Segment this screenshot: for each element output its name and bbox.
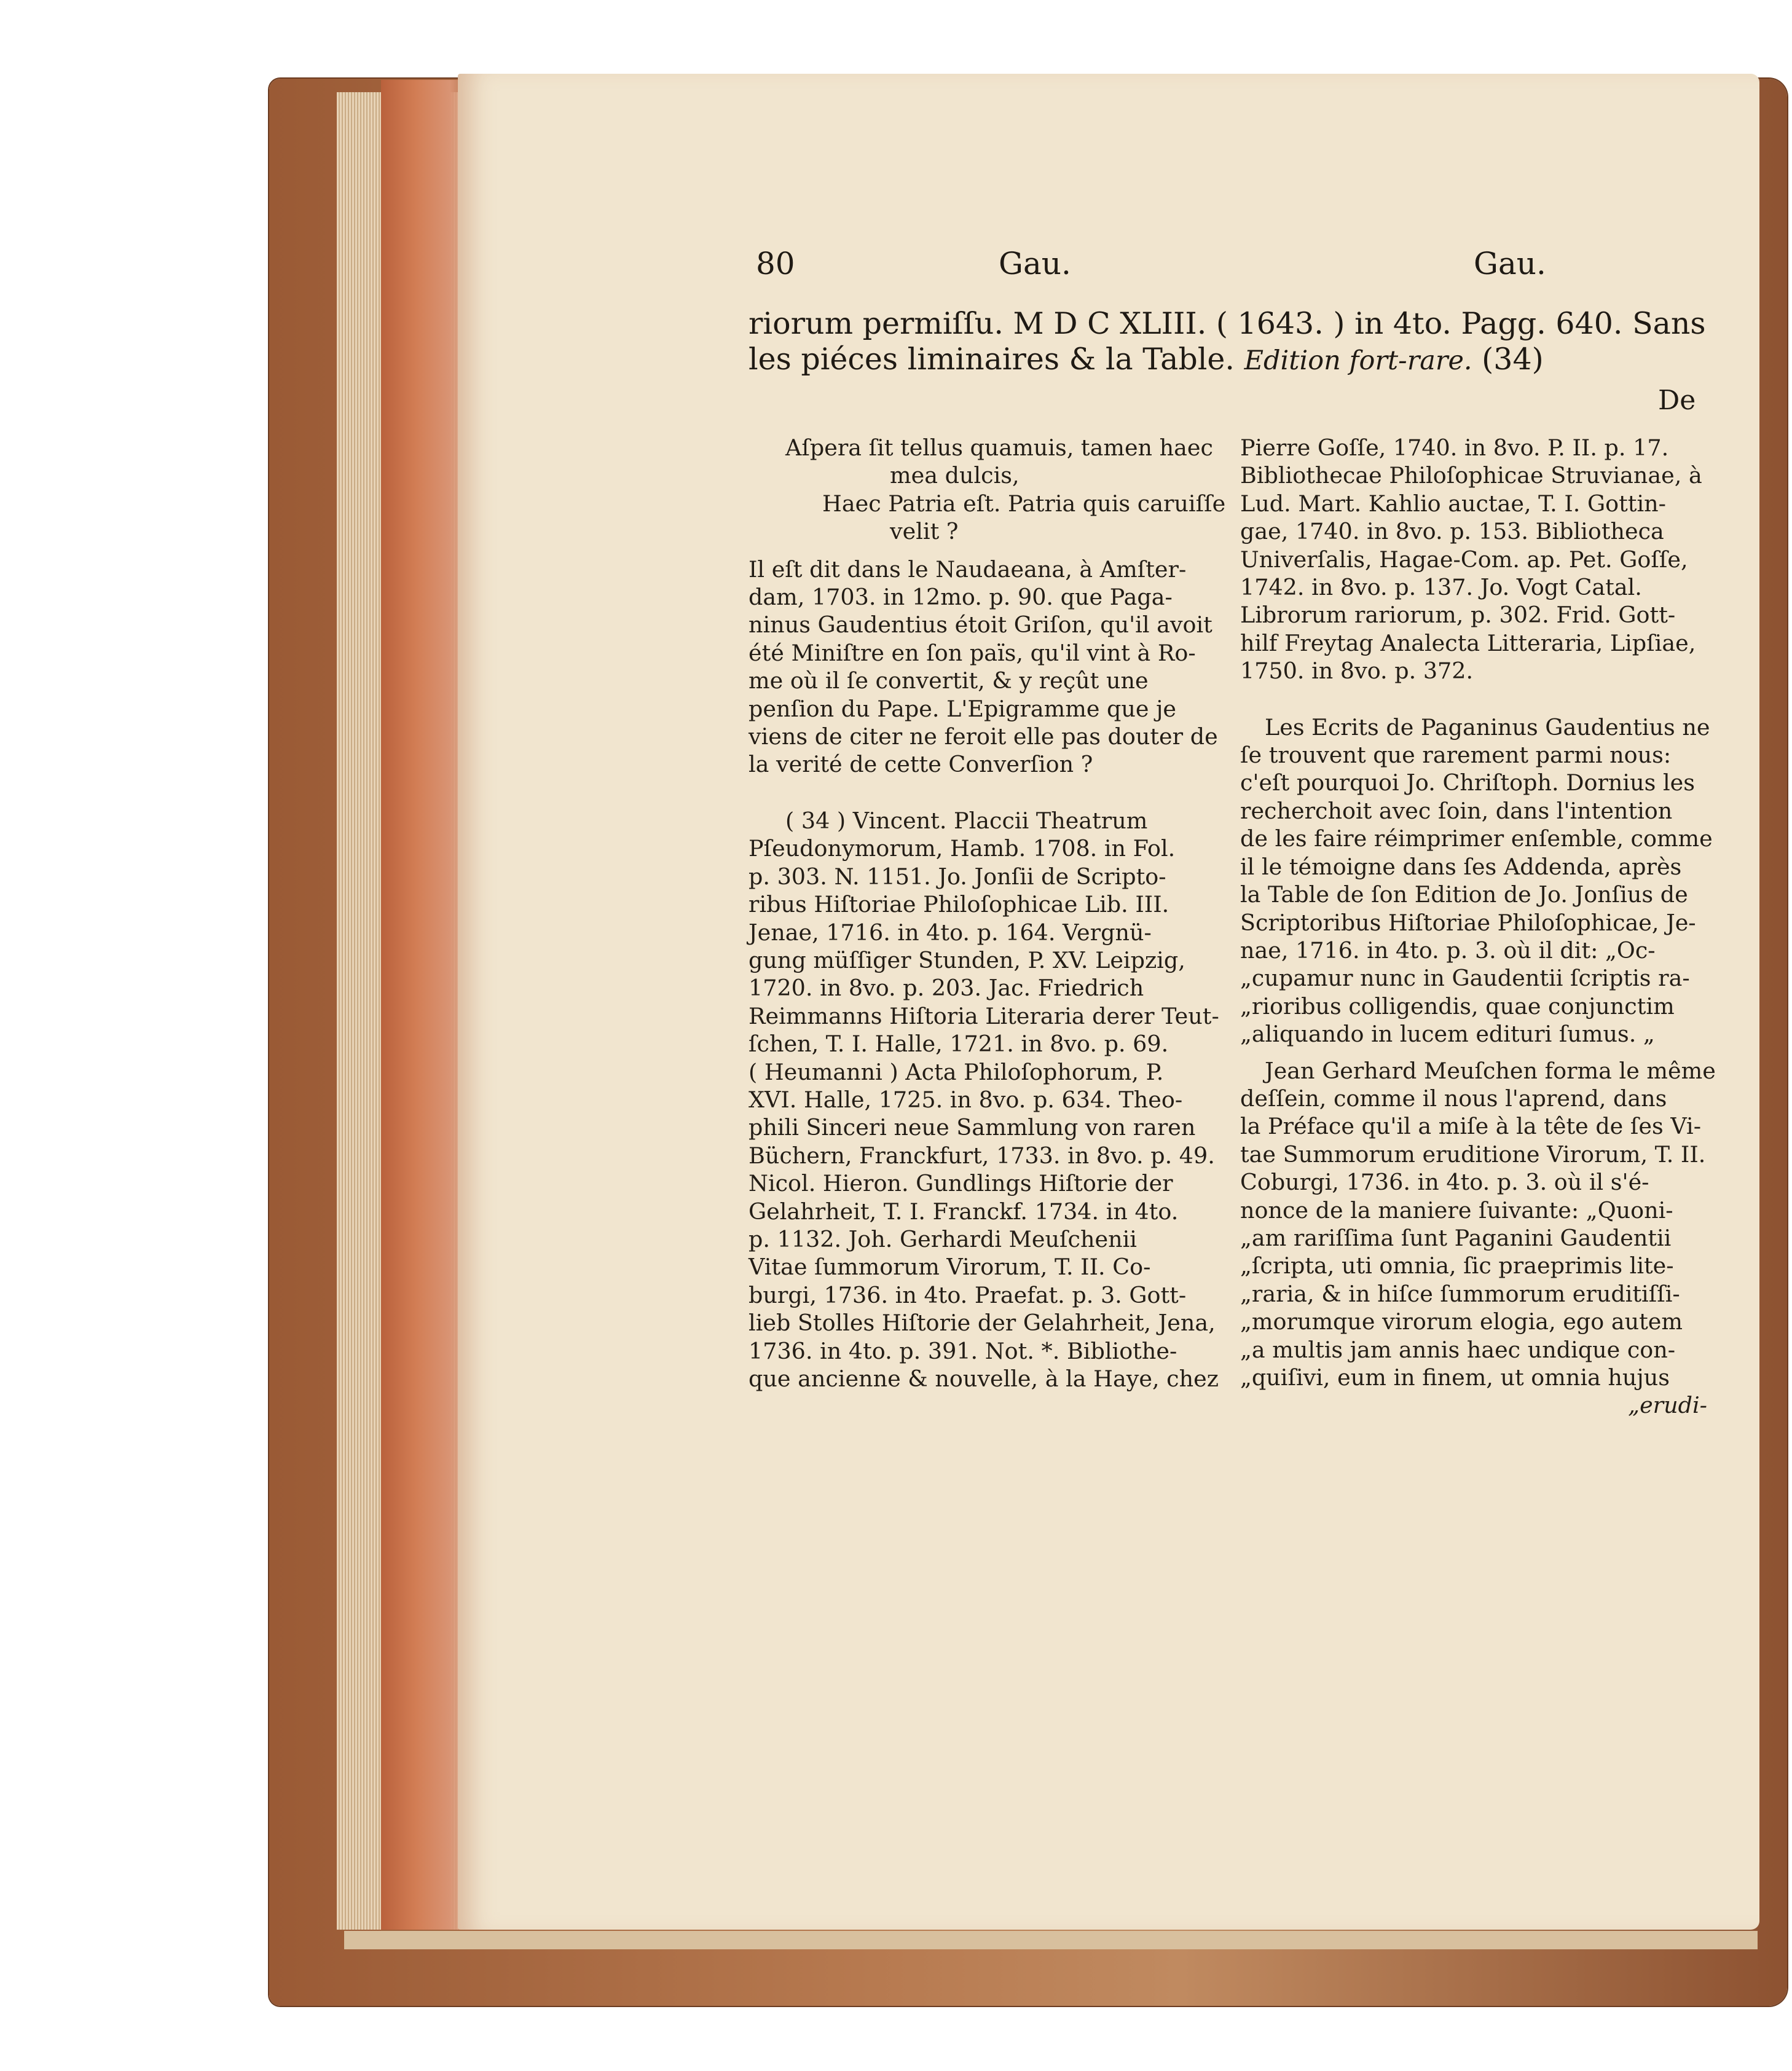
note-line: burgi, 1736. in 4to. Praefat. p. 3. Gott- [749,1281,1187,1308]
text-line: „quiſivi, eum in finem, ut omnia hujus [1240,1364,1670,1391]
verse-line: velit ? [890,518,959,545]
note-line: 1720. in 8vo. p. 203. Jac. Friedrich [749,975,1144,1002]
running-head-left: Gau. [999,246,1071,281]
verse-line: Aſpera ſit tellus quamuis, tamen haec [785,434,1213,461]
text-line: de les faire réimprimer enſemble, comme [1240,825,1713,852]
left-column [749,434,1226,1393]
paragraph-meuschen [1240,1057,1716,1392]
text-line: „raria, & in hiſce ſummorum eruditiſſi- [1240,1280,1680,1307]
continuation-line: riorum permiſſu. M D C XLIII. ( 1643. ) in 4to. Pagg. 640. Sans [749,306,1706,341]
text-line: „rioribus colligendis, quae conjunctim [1240,992,1675,1020]
note-line: ſchen, T. I. Halle, 1721. in 8vo. p. 69. [749,1031,1169,1058]
continuation-text [749,306,1713,379]
text-line: Il eſt dit dans le Naudaeana, à Amſter- [749,556,1187,583]
text-line: „am rariſſima ſunt Paganini Gaudentii [1240,1224,1672,1251]
text-line: penſion du Pape. L'Epigramme que je [749,695,1177,722]
note-line: Lud. Mart. Kahlio auctae, T. I. Gottin- [1240,490,1666,517]
note-line: Büchern, Franckfurt, 1733. in 8vo. p. 49. [749,1142,1215,1169]
paragraph-ecrits [1240,713,1713,1048]
note-line: XVI. Halle, 1725. in 8vo. p. 634. Theo- [749,1086,1183,1113]
text-line: nae, 1716. in 4to. p. 3. où il dit: „Oc- [1240,937,1656,964]
text-line: viens de citer ne feroit elle pas douter de [749,723,1218,750]
text-line: Coburgi, 1736. in 4to. p. 3. où il s'é- [1240,1169,1649,1196]
note-line: Pſeudonymorum, Hamb. 1708. in Fol. [749,835,1176,862]
note-line: lieb Stolles Hiſtorie der Gelahrheit, Jena, [749,1310,1216,1337]
text-line: „a multis jam annis haec undique con- [1240,1336,1676,1363]
text-line: tae Summorum eruditione Virorum, T. II. [1240,1141,1706,1168]
note-line: 1750. in 8vo. p. 372. [1240,658,1474,685]
note-line: hilf Freytag Analecta Litteraria, Lipſiae, [1240,629,1696,656]
note-line: Reimmanns Hiſtoria Literaria derer Teut- [749,1002,1219,1029]
continuation-plain: les piéces liminaires & la Table. [749,342,1235,377]
right-column [1240,434,1716,1420]
note-line: gae, 1740. in 8vo. p. 153. Bibliotheca [1240,518,1664,545]
continuation-italic: Edition fort-rare. [1244,345,1472,376]
text-line: dam, 1703. in 12mo. p. 90. que Paga- [749,584,1173,611]
text-line: ninus Gaudentius étoit Griſon, qu'il avoit [749,611,1212,639]
note-line: Jenae, 1716. in 4to. p. 164. Vergnü- [749,919,1152,946]
text-line: la verité de cette Converſion ? [749,751,1093,778]
text-line: Jean Gerhard Meuſchen forma le même [1265,1057,1716,1084]
text-line: c'eſt pourquoi Jo. Chriſtoph. Dornius les [1240,769,1695,796]
page-number: 80 [756,246,795,281]
footnote-34-continued [1240,434,1707,685]
continuation-line [749,342,1713,379]
note-line: 1742. in 8vo. p. 137. Jo. Vogt Catal. [1240,574,1642,601]
note-line: Librorum rariorum, p. 302. Frid. Gott- [1240,602,1676,629]
verse-line: Haec Patria eſt. Patria quis caruiſſe [822,490,1226,517]
epigram [749,434,1226,546]
text-line: la Table de ſon Edition de Jo. Jonſius de [1240,881,1688,908]
note-line: ( 34 ) Vincent. Placcii Theatrum [785,807,1148,834]
note-line: p. 303. N. 1151. Jo. Jonſii de Scripto- [749,863,1166,890]
footnote-marker: (34) [1482,342,1544,377]
text-line: été Miniſtre en ſon païs, qu'il vint à Ro- [749,639,1196,666]
footnote-34 [749,807,1219,1393]
note-line: ( Heumanni ) Acta Philoſophorum, P. [749,1058,1164,1085]
text-line: „aliquando in lucem edituri ſumus. „ [1240,1021,1655,1048]
text-line: „morumque virorum elogia, ego autem [1240,1308,1683,1335]
catchword: De [1658,385,1696,416]
note-line: Bibliothecae Philoſophicae Struvianae, à [1240,462,1702,489]
catchword: „erudi- [1628,1392,1707,1419]
text-line: „ſcripta, uti omnia, ſic praeprimis lite- [1240,1252,1674,1279]
note-line: 1736. in 4to. p. 391. Not. *. Bibliothe- [749,1337,1177,1364]
note-line: Nicol. Hieron. Gundlings Hiſtorie der [749,1170,1173,1197]
text-line: Les Ecrits de Paganinus Gaudentius ne [1265,713,1710,741]
text-line: nonce de la maniere ſuivante: „Quoni- [1240,1197,1673,1224]
text-line: recherchoit avec ſoin, dans l'intention [1240,797,1673,824]
note-line: ribus Hiſtoriae Philoſophicae Lib. III. [749,891,1169,918]
text-line: il le témoigne dans ſes Addenda, après [1240,853,1682,880]
note-line: Vitae ſummorum Virorum, T. II. Co- [749,1254,1151,1281]
running-head-right: Gau. [1474,246,1546,281]
text-line: ſe trouvent que rarement parmi nous: [1240,742,1672,769]
paragraph [749,556,1216,779]
text-line: la Préface qu'il a miſe à la tête de ſes Vi- [1240,1113,1702,1140]
note-line: Gelahrheit, T. I. Franckf. 1734. in 4to. [749,1198,1179,1225]
note-line: phili Sinceri neue Sammlung von raren [749,1114,1196,1141]
note-line: que ancienne & nouvelle, à la Haye, chez [749,1366,1219,1392]
verse-line: mea dulcis, [890,462,1020,489]
text-line: deſſein, comme il nous l'aprend, dans [1240,1085,1667,1112]
text-line: Scriptoribus Hiſtoriae Philoſophicae, Je- [1240,909,1696,936]
text-line: me où il ſe convertit, & y reçût une [749,667,1149,694]
note-line: p. 1132. Joh. Gerhardi Meuſchenii [749,1225,1137,1252]
text-line: „cupamur nunc in Gaudentii ſcriptis ra- [1240,965,1690,992]
note-line: gung müſſiger Stunden, P. XV. Leipzig, [749,946,1185,973]
page-bottom-edge [344,1931,1758,1949]
note-line: Pierre Goſſe, 1740. in 8vo. P. II. p. 17. [1240,434,1669,461]
note-line: Univerſalis, Hagae-Com. ap. Pet. Goſſe, [1240,546,1688,573]
